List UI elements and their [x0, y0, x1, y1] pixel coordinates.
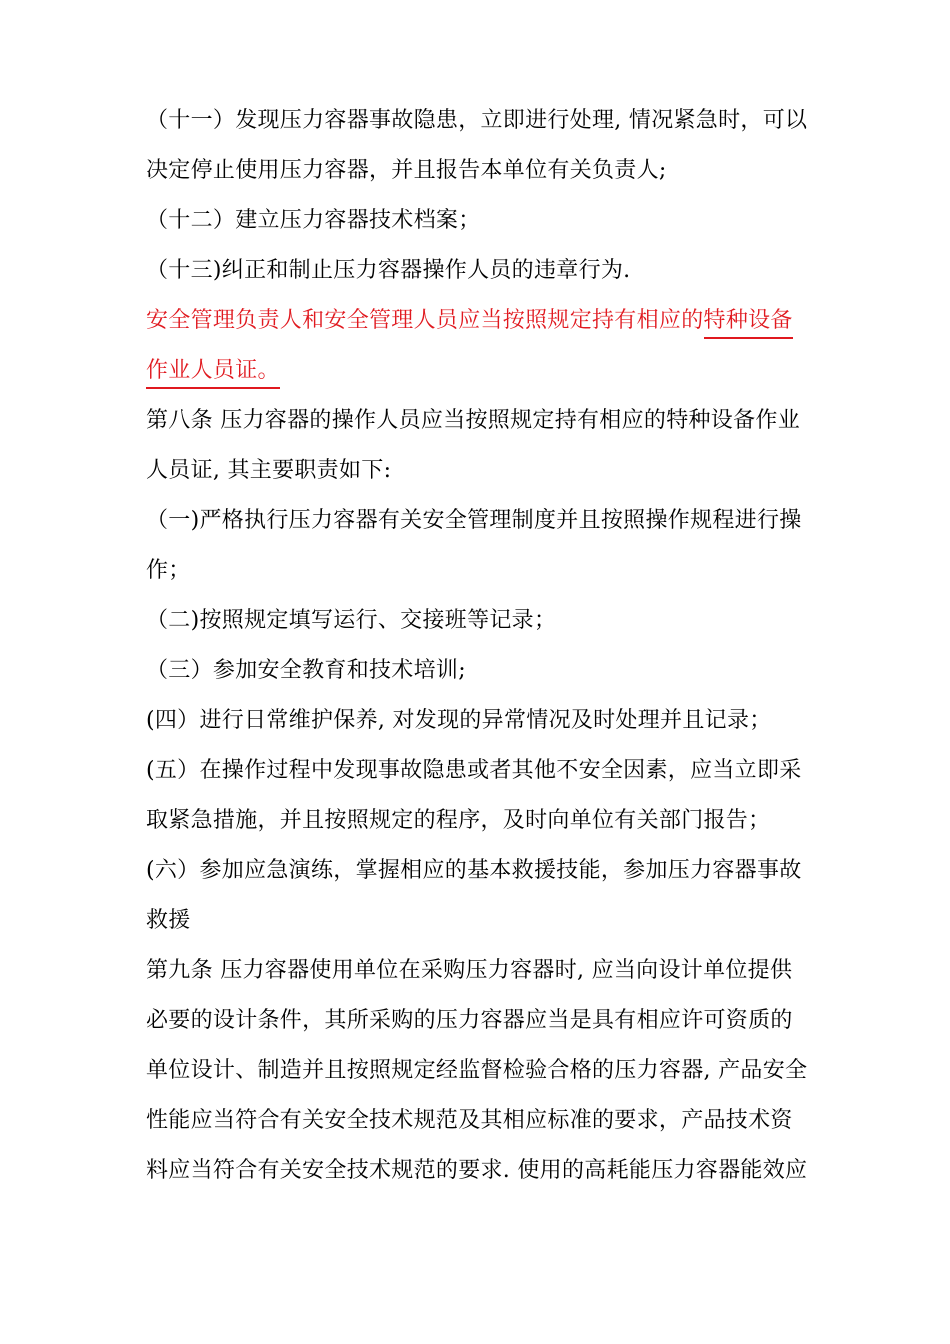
text-line: （十三)纠正和制止压力容器操作人员的违章行为.	[146, 258, 631, 283]
text-line: 单位设计、制造并且按照规定经监督检验合格的压力容器, 产品安全	[146, 1058, 808, 1083]
text-line: (四）进行日常维护保养, 对发现的异常情况及时处理并且记录；	[146, 708, 772, 733]
highlighted-line	[146, 296, 811, 346]
text-line: （十二）建立压力容器技术档案；	[146, 208, 481, 233]
text-line: （一)严格执行压力容器有关安全管理制度并且按照操作规程进行操	[146, 508, 802, 533]
text-line: 取紧急措施，并且按照规定的程序，及时向单位有关部门报告；	[146, 808, 771, 833]
text-line: 救援	[146, 908, 191, 933]
text-line: （三）参加安全教育和技术培训;	[146, 658, 466, 683]
text-line: (五）在操作过程中发现事故隐患或者其他不安全因素，应当立即采	[146, 758, 802, 783]
text-line: 性能应当符合有关安全技术规范及其相应标准的要求，产品技术资	[146, 1108, 793, 1133]
highlighted-line	[146, 346, 811, 396]
highlighted-text: 安全管理负责人和安全管理人员应当按照规定持有相应的	[146, 308, 704, 333]
document-page	[146, 96, 811, 1196]
underlined-text: 作业人员证。	[146, 358, 280, 389]
text-line: （十一）发现压力容器事故隐患，立即进行处理, 情况紧急时，可以	[146, 108, 808, 133]
text-line: 决定停止使用压力容器，并且报告本单位有关负责人;	[146, 158, 667, 183]
underlined-text: 特种设备	[704, 308, 793, 339]
text-line: 作；	[146, 558, 191, 583]
text-line: 料应当符合有关安全技术规范的要求. 使用的高耗能压力容器能效应	[146, 1158, 808, 1183]
text-line: （二)按照规定填写运行、交接班等记录；	[146, 608, 557, 633]
text-line: 人员证, 其主要职责如下:	[146, 458, 392, 483]
text-line: 必要的设计条件，其所采购的压力容器应当是具有相应许可资质的	[146, 1008, 793, 1033]
text-line: (六）参加应急演练，掌握相应的基本救援技能，参加压力容器事故	[146, 858, 802, 883]
text-line: 第九条 压力容器使用单位在采购压力容器时, 应当向设计单位提供	[146, 958, 793, 983]
text-line: 第八条 压力容器的操作人员应当按照规定持有相应的特种设备作业	[146, 408, 800, 433]
